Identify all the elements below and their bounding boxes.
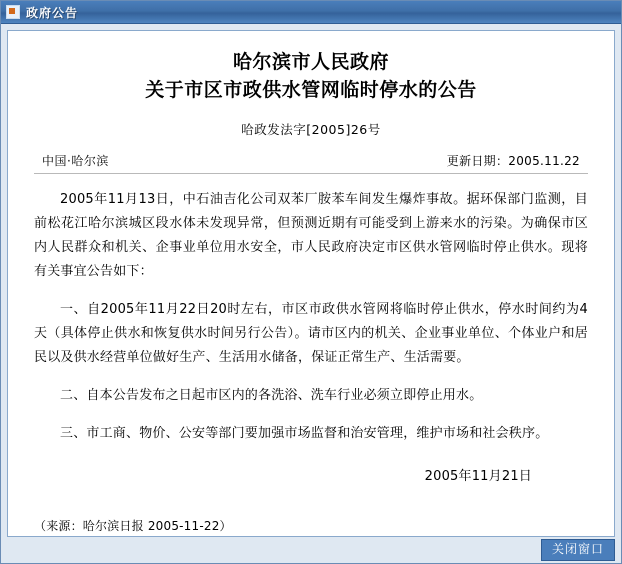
- page-title-line-1: 哈尔滨市人民政府: [232, 51, 389, 73]
- body-paragraph: 2005年11月13日，中石油吉化公司双苯厂胺苯车间发生爆炸事故。据环保部门监测，目前松花江哈尔滨城区段水体未发现异常，但预测近期有可能受到上游来水的污染。为确保市区内人民群众和机关、企事业单位用水安全，市人民政府决定市区供水管网临时停止供水。现将有关事宜公告如下：: [34, 192, 588, 280]
- meta-location: 中国·哈尔滨: [42, 154, 109, 169]
- signature-date: 2005年11月21日: [424, 468, 532, 484]
- meta-update-date: 更新日期：2005.11.22: [446, 154, 580, 169]
- document-body: [34, 188, 588, 537]
- page-title-line-2: 关于市区市政供水管网临时停水的公告: [145, 78, 477, 101]
- window-footer: [1, 537, 621, 563]
- document-number: 哈政发法字[2005]26号: [241, 122, 381, 138]
- window-title: 政府公告: [26, 5, 79, 20]
- body-paragraph: 二、自本公告发布之日起市区内的各洗浴、洗车行业必须立即停止用水。: [60, 388, 483, 404]
- document-meta: [34, 152, 588, 174]
- body-paragraph: 一、自2005年11月22日20时左右，市区市政供水管网将临时停止供水，停水时间约为4天（具体停止供水和恢复供水时间另行公告）。请市区内的机关、企业事业单位、个体业户和居民以及供水经营单位做好生产、生活用水储备，保证正常生产、生活需要。: [34, 302, 588, 366]
- source-note: （来源：哈尔滨日报 2005-11-22）: [34, 518, 232, 533]
- document-window-icon: [6, 5, 20, 19]
- announcement-panel: [7, 30, 615, 537]
- window-titlebar: [1, 1, 621, 24]
- page-title: [34, 49, 588, 104]
- close-window-button[interactable]: 关闭窗口: [541, 539, 615, 562]
- content-area: [1, 24, 621, 537]
- body-paragraph: 三、市工商、物价、公安等部门要加强市场监督和治安管理，维护市场和社会秩序。: [60, 426, 549, 442]
